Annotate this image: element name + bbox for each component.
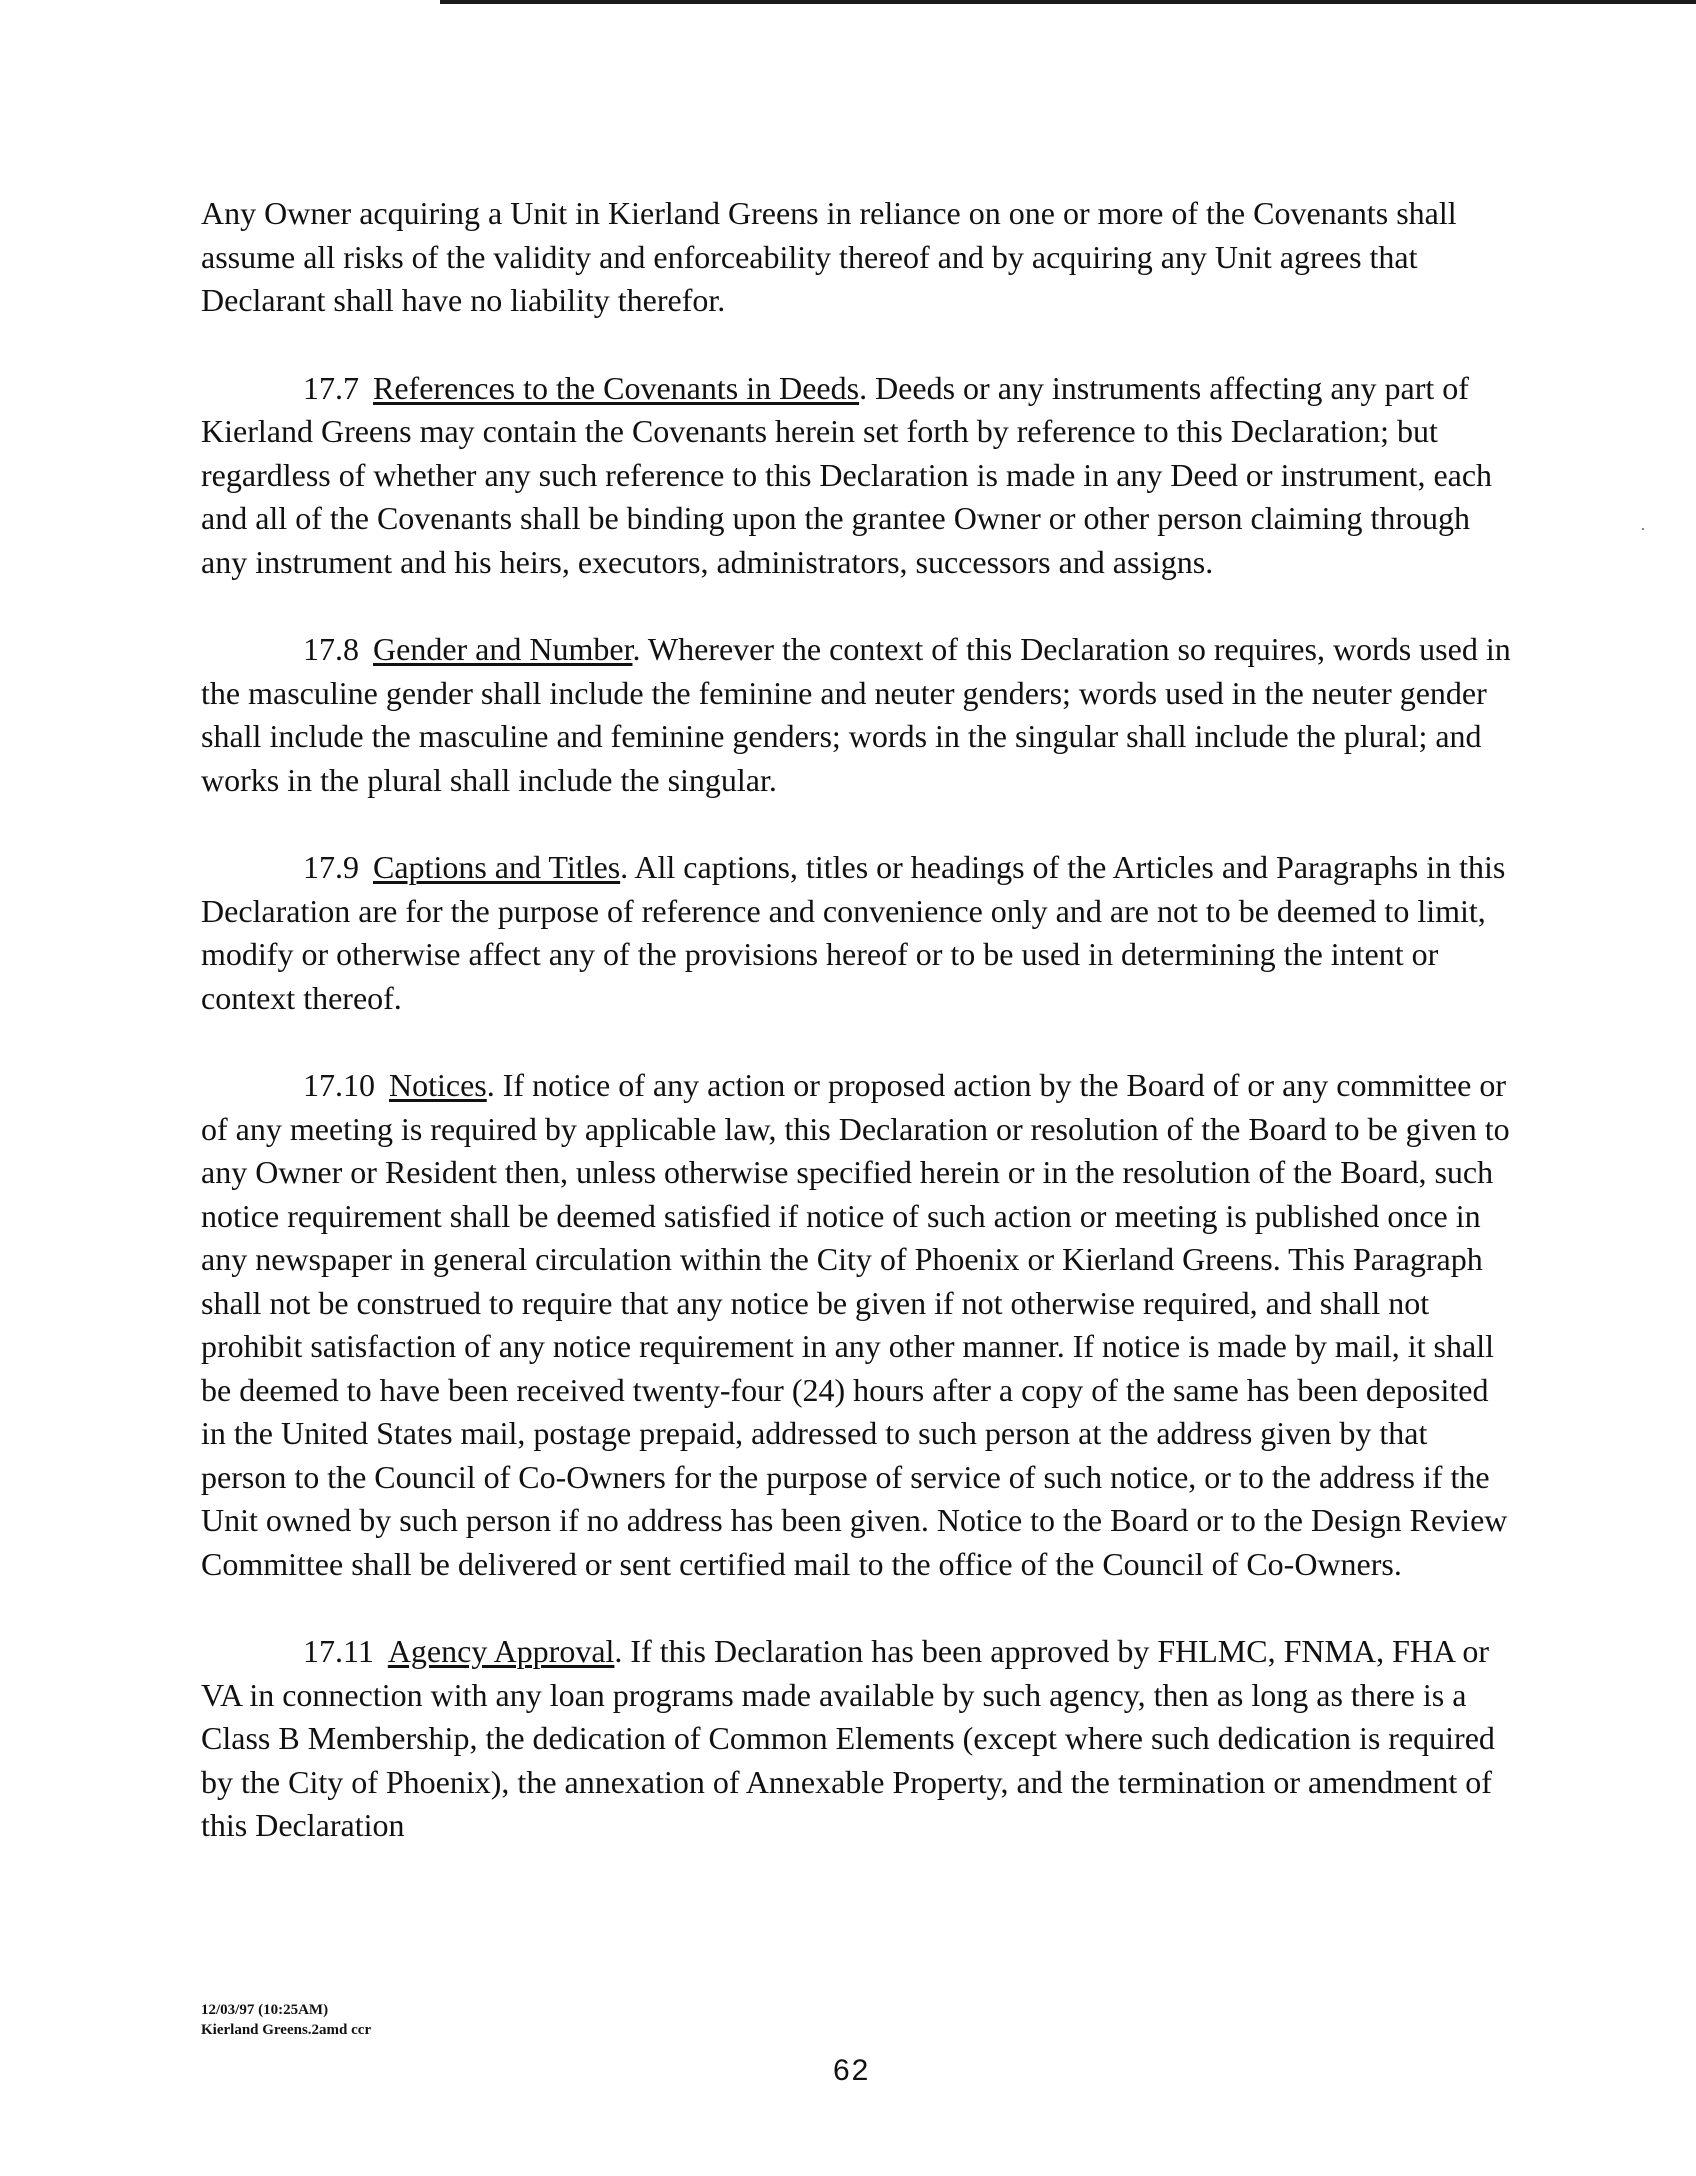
paragraph-17-8 [201,628,1511,802]
paragraph-17-10 [201,1064,1511,1586]
paragraph-body: . If this Declaration has been approved by FHLMC, FNMA, FHA or VA in connection with any loan programs made available by such agency, then as long as there is a Class B Membership, the dedication of Common Elements (except where such dedication is required by the City of Phoenix), the annexation of Annexable Property, and the termination or amendment of this Declaration [201,1633,1495,1843]
paragraph-heading: Agency Approval [387,1633,615,1669]
footer-document-info [201,2000,371,2040]
footer-file-line: Kierland Greens.2amd ccr [201,2022,372,2038]
paragraph-body: . Wherever the context of this Declaration so requires, words used in the masculine gender shall include the feminine and neuter genders; words used in the neuter gender shall include the masculine and feminine genders; words in the singular shall include the plural; and works in the plural shall include the singular. [201,631,1511,798]
paragraph-heading: Notices [389,1067,487,1103]
paragraph-continuation [201,192,1511,323]
page-number: 62 [833,2054,871,2087]
paragraph-number: 17.7 [303,369,359,406]
paragraph-body: . If notice of any action or proposed action by the Board of or any committee or of any meeting is required by applicable law, this Declaration or resolution of the Board to be given to any Owner or Resident then, unless otherwise specified herein or in the resolution of the Board, such notice requirement shall be deemed satisfied if notice of such action or meeting is published once in any newspaper in general circulation within the City of Phoenix or Kierland Greens. This Paragraph shall not be construed to require that any notice be given if not otherwise required, and shall not prohibit satisfaction of any notice requirement in any other manner. If notice is made by mail, it shall be deemed to have been received twenty-four (24) hours after a copy of the same has been deposited in the United States mail, postage prepaid, addressed to such person at the address given by that person to the Council of Co-Owners for the purpose of service of such notice, or to the address if the Unit owned by such person if no address has been given. Notice to the Board or to the Design Review Committee shall be delivered or sent certified mail to the office of the Council of Co-Owners. [201,1067,1510,1582]
scan-speck [1642,528,1644,530]
paragraph-body: . All captions, titles or headings of the Articles and Paragraphs in this Declaration are for the purpose of reference and convenience only and are not to be deemed to limit, modify or otherwise affect any of the provisions hereof or to be used in determining the intent or context thereof. [201,849,1506,1016]
paragraph-17-11 [201,1630,1511,1848]
paragraph-17-7 [201,367,1511,585]
top-scan-rule [440,0,1696,4]
paragraph-body: Any Owner acquiring a Unit in Kierland Greens in reliance on one or more of the Covenants shall assume all risks of the validity and enforceability thereof and by acquiring any Unit agrees that Declarant shall have no liability therefor. [201,195,1457,318]
paragraph-number: 17.11 [303,1633,374,1669]
paragraph-heading: Gender and Number [373,631,633,667]
paragraph-heading: Captions and Titles [373,849,621,885]
paragraph-17-9 [201,846,1511,1020]
paragraph-heading: References to the Covenants in Deeds [373,369,860,406]
footer-date-line: 12/03/97 (10:25AM) [201,2002,329,2018]
paragraph-number: 17.10 [303,1067,375,1103]
paragraph-number: 17.8 [303,631,359,667]
document-body [201,192,1511,1892]
paragraph-number: 17.9 [303,849,359,885]
paragraph-body: . Deeds or any instruments affecting any part of Kierland Greens may contain the Covenants herein set forth by reference to this Declaration; but regardless of whether any such reference to this Declaration is made in any Deed or instrument, each and all of the Covenants shall be binding upon the grantee Owner or other person claiming through any instrument and his heirs, executors, administrators, successors and assigns. [201,369,1493,580]
